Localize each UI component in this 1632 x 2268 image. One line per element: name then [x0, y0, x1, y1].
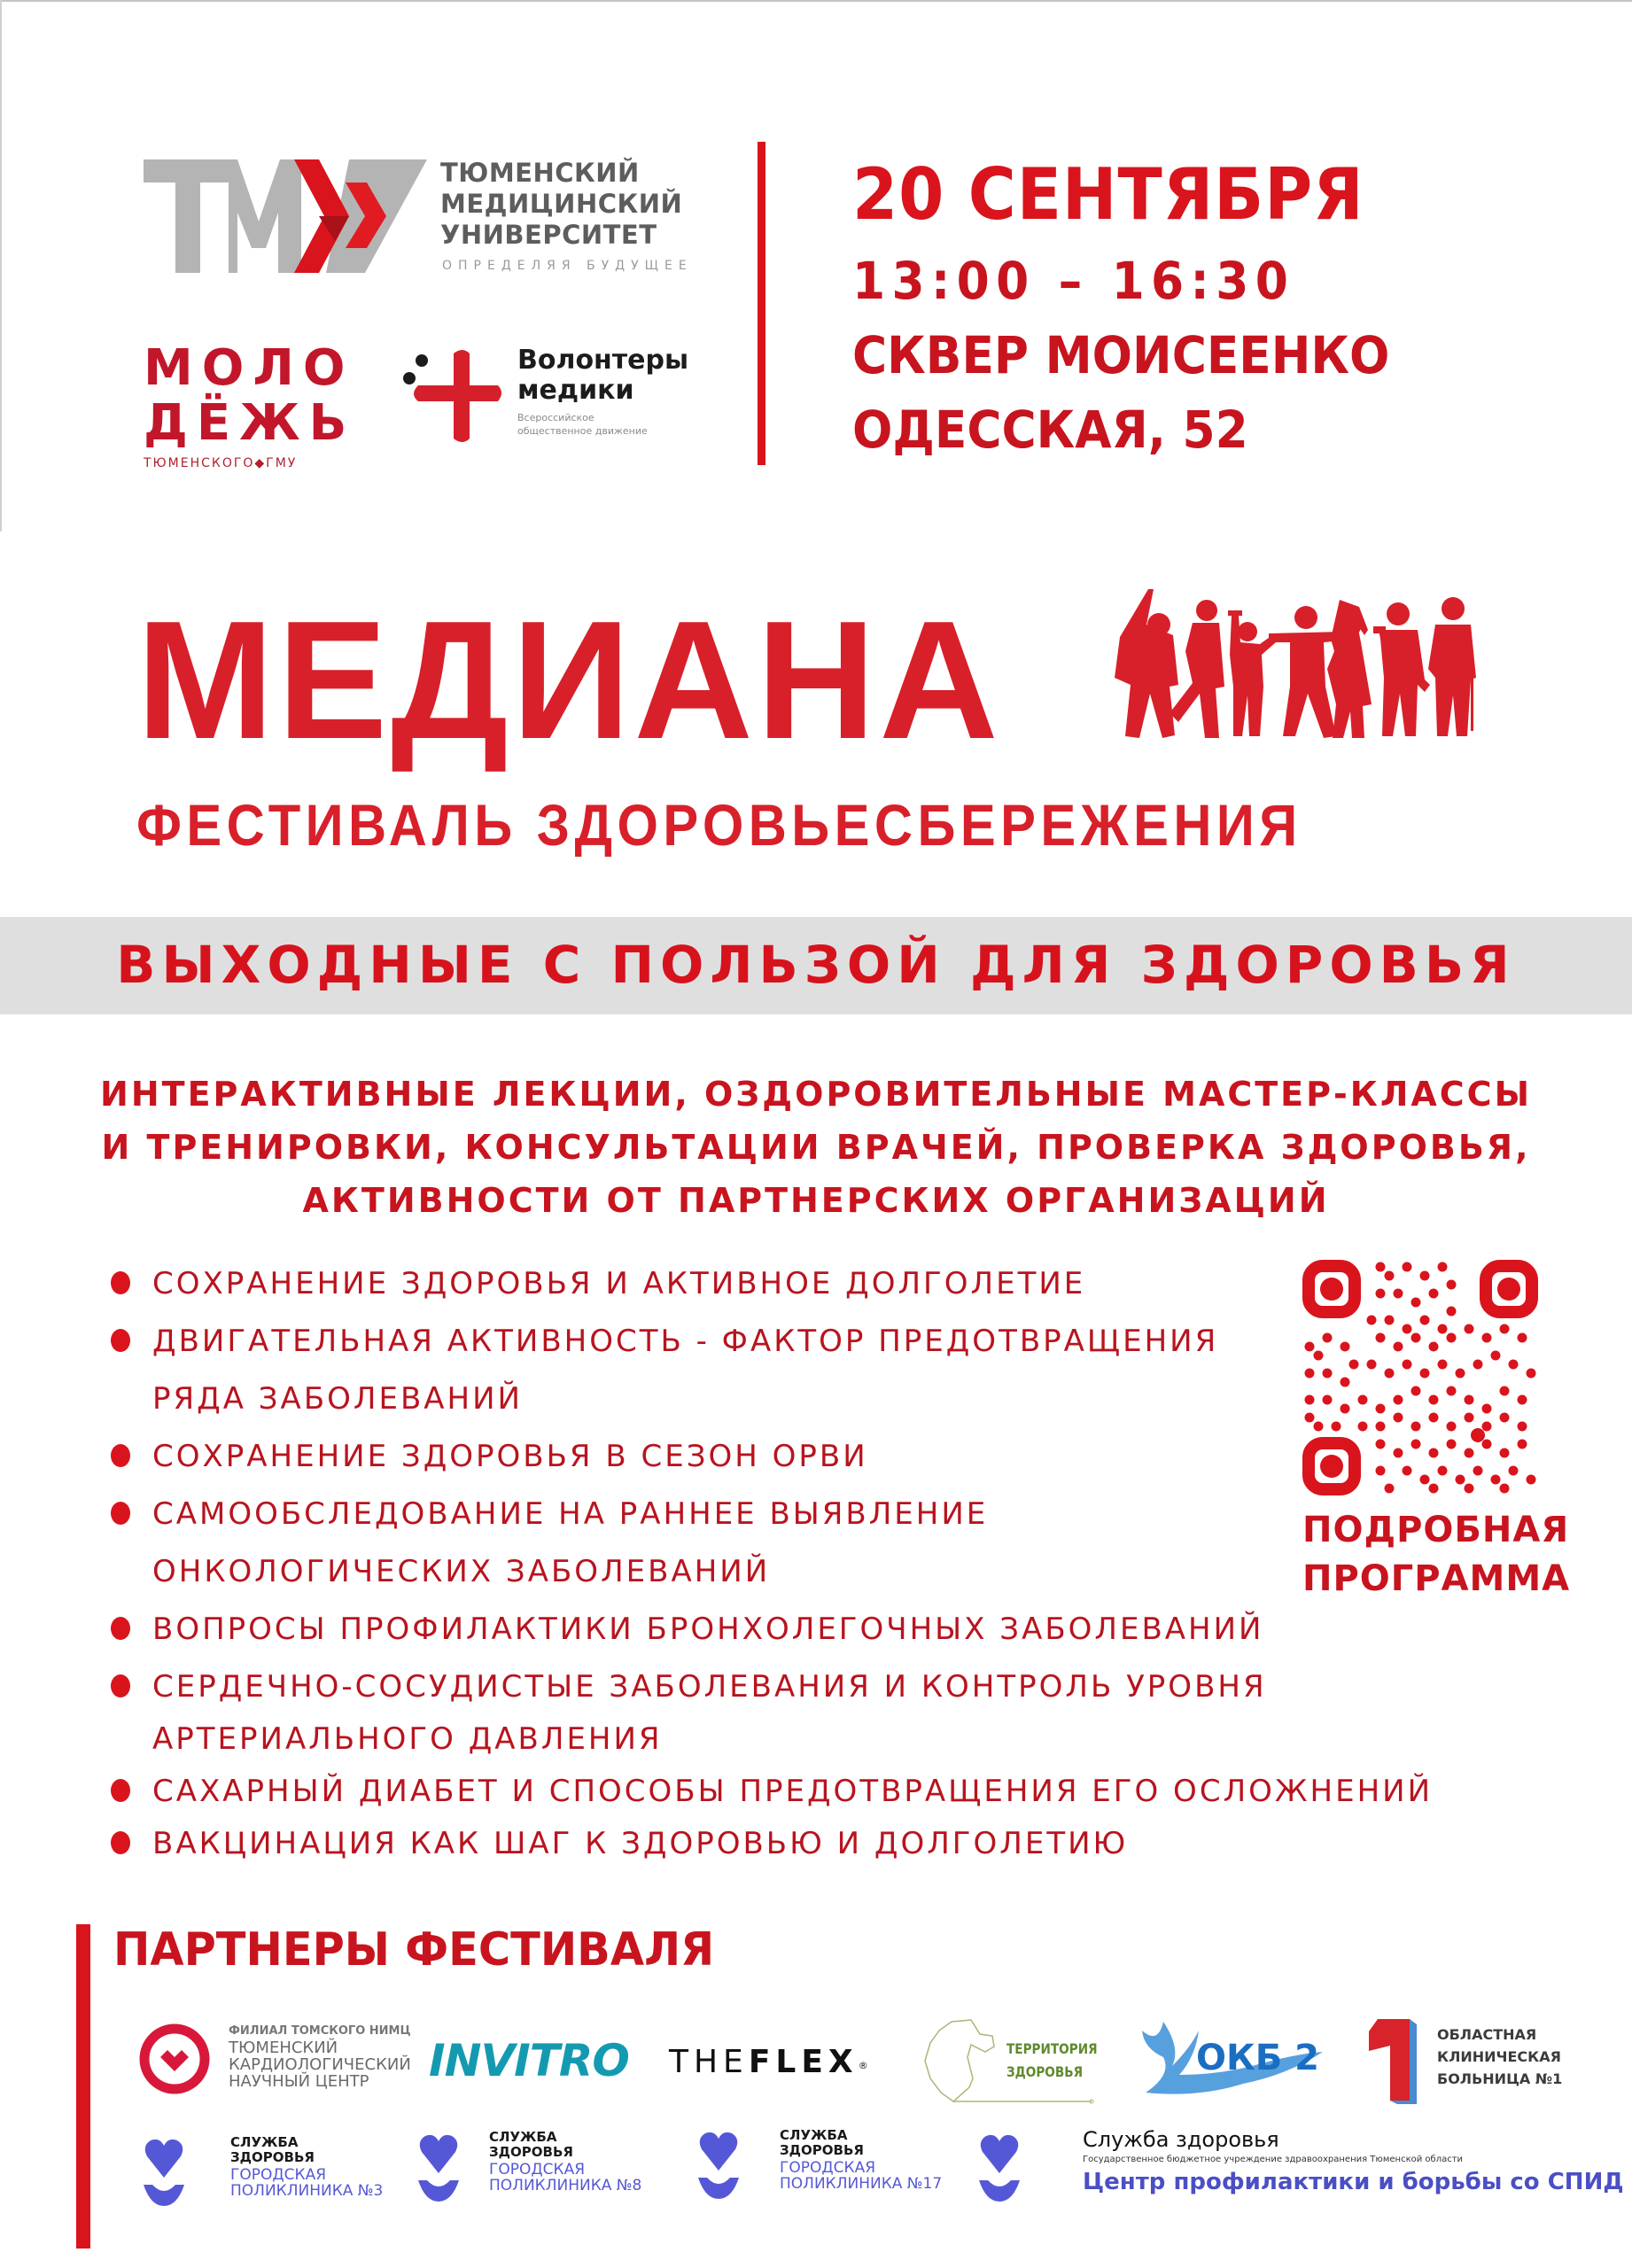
cardio-line: КАРДИОЛОГИЧЕСКИЙ [229, 2055, 411, 2074]
list-item [105, 1763, 1433, 1821]
clinic-brand: СЛУЖБА [230, 2134, 299, 2150]
list-item [105, 1658, 1283, 1768]
molodezh-line1: МОЛО [144, 339, 354, 397]
tmu-name-line: ТЮМЕНСКИЙ [440, 158, 640, 188]
territory-logo-text [1006, 2038, 1098, 2084]
qr-code-icon[interactable] [1301, 1258, 1540, 1497]
molodezh-logo [144, 339, 356, 470]
topic-text: САМООБСЛЕДОВАНИЕ НА РАННЕЕ ВЫЯВЛЕНИЕ [152, 1496, 989, 1532]
event-date: 20 СЕНТЯБРЯ [852, 153, 1364, 236]
festival-title: МЕДИАНА [136, 586, 1002, 774]
okb1-line: БОЛЬНИЦА №1 [1437, 2070, 1563, 2087]
topic-text: ВАКЦИНАЦИЯ КАК ШАГ К ЗДОРОВЬЮ И ДОЛГОЛЕТИЮ [152, 1826, 1129, 1861]
bullet-icon [111, 1831, 130, 1854]
list-item [105, 1428, 1283, 1486]
qr-label-line: ПРОГРАММА [1302, 1558, 1571, 1599]
volunteers-cross-icon [399, 341, 514, 447]
qr-label [1302, 1506, 1570, 1604]
event-place: СКВЕР МОИСЕЕНКО [852, 325, 1390, 385]
header-divider [758, 142, 765, 465]
clinic-name: ГОРОДСКАЯ [489, 2161, 586, 2179]
topic-text: ДВИГАТЕЛЬНАЯ АКТИВНОСТЬ - ФАКТОР ПРЕДОТВРАЩЕНИЯ [152, 1324, 1219, 1359]
spid-center-text [1083, 2126, 1623, 2197]
topic-text: ОНКОЛОГИЧЕСКИХ ЗАБОЛЕВАНИЙ [152, 1554, 771, 1589]
intro-line: И ТРЕНИРОВКИ, КОНСУЛЬТАЦИИ ВРАЧЕЙ, ПРОВЕРКА ЗДОРОВЬЯ, [101, 1128, 1531, 1167]
spid-brand: Служба здоровья [1083, 2127, 1279, 2152]
list-item [105, 1601, 1283, 1658]
topic-text: ВОПРОСЫ ПРОФИЛАКТИКИ БРОНХОЛЕГОЧНЫХ ЗАБОЛЕВАНИЙ [152, 1612, 1264, 1647]
intro-text [0, 1068, 1632, 1227]
volunteers-title: медики [517, 375, 634, 406]
slogan-text: ВЫХОДНЫЕ С ПОЛЬЗОЙ ДЛЯ ЗДОРОВЬЯ [116, 935, 1516, 995]
okb1-line: ОБЛАСТНАЯ [1437, 2026, 1537, 2043]
topic-text: РЯДА ЗАБОЛЕВАНИЙ [152, 1381, 523, 1417]
clinic-brand: ЗДОРОВЬЯ [780, 2142, 864, 2158]
clinic-17-text [780, 2128, 942, 2192]
volunteers-logo-text [517, 346, 688, 438]
cardio-line: НАУЧНЫЙ ЦЕНТР [229, 2072, 369, 2091]
list-item [105, 1313, 1283, 1428]
bullet-icon [111, 1502, 130, 1525]
theflex-bold: FLEX [748, 2044, 859, 2080]
clinic-name: ПОЛИКЛИНИКА №3 [230, 2182, 384, 2200]
cardio-line: ТЮМЕНСКИЙ [229, 2039, 338, 2057]
volunteers-sub-line: Всероссийское [517, 412, 595, 423]
list-item [105, 1486, 1283, 1601]
bullet-icon [111, 1329, 130, 1352]
health-service-heart-icon [142, 2135, 186, 2206]
health-service-heart-icon [977, 2131, 1022, 2202]
topic-text: САХАРНЫЙ ДИАБЕТ И СПОСОБЫ ПРЕДОТВРАЩЕНИЯ ЕГО ОСЛОЖНЕНИЙ [152, 1774, 1433, 1809]
clinic-brand: СЛУЖБА [489, 2129, 557, 2145]
event-info [852, 146, 1436, 467]
cardio-small: ФИЛИАЛ ТОМСКОГО НИМЦ [229, 2024, 411, 2038]
bullet-icon [111, 1271, 130, 1294]
topic-text: СОХРАНЕНИЕ ЗДОРОВЬЯ В СЕЗОН ОРВИ [152, 1439, 868, 1474]
frame-left-border [0, 0, 2, 532]
spid-name: Центр профилактики и борьбы со СПИД [1083, 2169, 1624, 2195]
list-item [105, 1255, 1283, 1313]
clinic-name: ГОРОДСКАЯ [230, 2166, 327, 2184]
frame-top-border [0, 0, 1632, 2]
tmu-name-line: МЕДИЦИНСКИЙ [440, 189, 683, 219]
qr-label-line: ПОДРОБНАЯ [1302, 1510, 1570, 1550]
clinic-name: ПОЛИКЛИНИКА №17 [780, 2175, 943, 2193]
people-silhouettes-icon [1095, 580, 1476, 744]
partners-accent-bar [76, 1924, 90, 2249]
bullet-icon [111, 1674, 130, 1697]
cardio-center-name [229, 2023, 411, 2090]
spid-org: Государственное бюджетное учреждение здравоохранения Тюменской области [1083, 2155, 1464, 2164]
topic-text: СЕРДЕЧНО-СОСУДИСТЫЕ ЗАБОЛЕВАНИЯ И КОНТРОЛЬ УРОВНЯ [152, 1669, 1267, 1705]
theflex-light: THE [669, 2044, 749, 2080]
bullet-icon [111, 1779, 130, 1802]
intro-line: ИНТЕРАКТИВНЫЕ ЛЕКЦИИ, ОЗДОРОВИТЕЛЬНЫЕ МАСТЕР-КЛАССЫ [100, 1075, 1532, 1114]
partners-title: ПАРТНЕРЫ ФЕСТИВАЛЯ [113, 1923, 715, 1977]
bullet-icon [111, 1444, 130, 1467]
event-time: 13:00 – 16:30 [852, 251, 1295, 311]
festival-subtitle: ФЕСТИВАЛЬ ЗДОРОВЬЕСБЕРЕЖЕНИЯ [136, 792, 1302, 858]
topic-text: АРТЕРИАЛЬНОГО ДАВЛЕНИЯ [152, 1721, 663, 1757]
territory-line: ЗДОРОВЬЯ [1006, 2063, 1084, 2080]
topic-text: СОХРАНЕНИЕ ЗДОРОВЬЯ И АКТИВНОЕ ДОЛГОЛЕТИЕ [152, 1266, 1086, 1301]
clinic-brand: ЗДОРОВЬЯ [489, 2144, 573, 2160]
clinic-name: ПОЛИКЛИНИКА №8 [489, 2177, 642, 2194]
health-service-heart-icon [696, 2128, 741, 2199]
molodezh-sub: ТЮМЕНСКОГО◆ГМУ [144, 456, 298, 470]
clinic-3-text [230, 2135, 383, 2199]
okb1-logo-text [1437, 2023, 1562, 2090]
volunteers-subtitle [517, 411, 688, 438]
tmu-name [440, 158, 682, 251]
slogan-band [0, 917, 1632, 1014]
registered-mark: ® [858, 2060, 868, 2071]
molodezh-line2: ДЁЖЬ [144, 394, 356, 452]
territory-line: ТЕРРИТОРИЯ [1006, 2040, 1098, 2057]
cardio-center-logo-icon [137, 2022, 212, 2096]
clinic-name: ГОРОДСКАЯ [780, 2159, 876, 2177]
tmu-logo-icon [144, 159, 427, 273]
tmu-name-line: УНИВЕРСИТЕТ [440, 220, 657, 250]
intro-line: АКТИВНОСТИ ОТ ПАРТНЕРСКИХ ОРГАНИЗАЦИЙ [302, 1181, 1330, 1220]
theflex-logo [669, 2043, 868, 2082]
okb1-line: КЛИНИЧЕСКАЯ [1437, 2048, 1561, 2065]
event-address: ОДЕССКАЯ, 52 [852, 400, 1248, 460]
clinic-brand: ЗДОРОВЬЯ [230, 2149, 315, 2165]
volunteers-sub-line: общественное движение [517, 425, 648, 437]
invitro-logo: INVITRO [429, 2035, 629, 2086]
topics-list [105, 1255, 1433, 1873]
tmu-tagline: ОПРЕДЕЛЯЯ БУДУЩЕЕ [442, 259, 693, 273]
health-service-heart-icon [416, 2131, 461, 2202]
clinic-brand: СЛУЖБА [780, 2127, 848, 2143]
okb2-logo-text: ОКБ 2 [1196, 2038, 1319, 2078]
list-item [105, 1815, 1283, 1873]
clinic-8-text [489, 2130, 641, 2194]
volunteers-title: Волонтеры [517, 345, 689, 376]
bullet-icon [111, 1617, 130, 1640]
okb1-number-icon [1360, 2016, 1422, 2104]
